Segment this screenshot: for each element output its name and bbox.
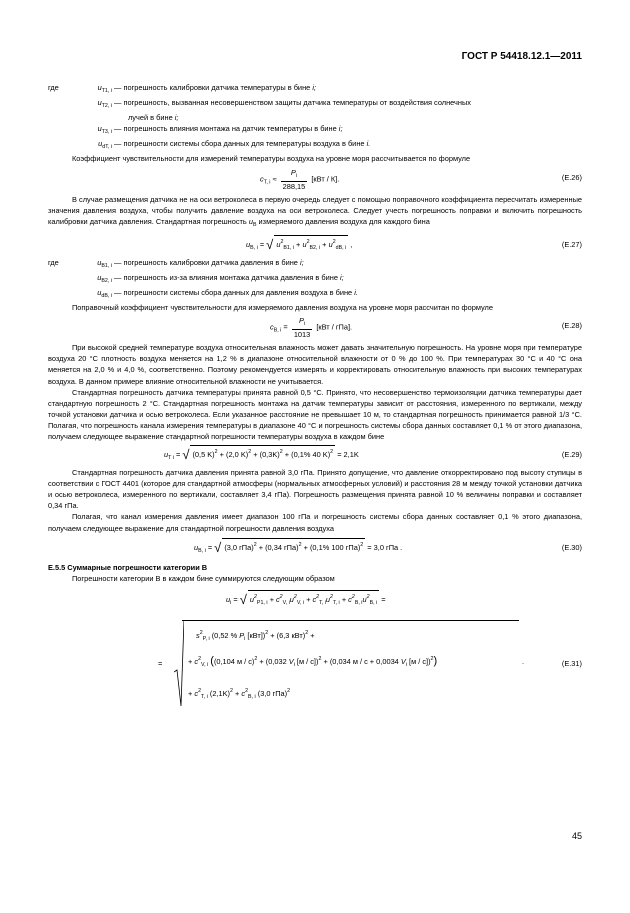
- def-row: $u_{T2, i}$ — погрешность, вызванная несовершенством защиты датчика температуры от воздействия солнечных: [97, 98, 471, 110]
- def-row: где $u_{B1, i}$ — погрешность калибровки датчика давления в бине i;: [48, 257, 304, 269]
- e31-row-2: + $c^2_{V, i}$ ((0,104 м / c)$^2$ + (0,032 $V_i$ [м / c])$^2$ + (0,034 м / с + 0,0034 $V_i$ [м / с])$^2$): [188, 654, 438, 668]
- equation-number: (E.30): [561, 542, 582, 552]
- paragraph-sum: Погрешности категории В в каждом бине суммируются следующим образом: [72, 573, 335, 583]
- radical-bar: [182, 620, 519, 621]
- def-row: $u_{dB, i}$ — погрешности системы сбора данных для давления воздуха в бине i.: [97, 288, 358, 300]
- paragraph-pressure: В случае размещения датчика не на оси ветроколеса в первую очередь следует с помощью поправочного коэффициента пересчитать измеренные значения давления воздуха, чтобы получить давление воздуха на оси ветроколеса. Следует учесть погрешность поправки и включить погрешность калибровки датчика давления. Стандартная погрешность $u_B$ измеряемого давления воздуха для каждого бина: [48, 194, 582, 228]
- fraction: $\frac{P_i}{1013}$: [293, 316, 311, 340]
- e31-row-1: $s^2_{P, i}$ (0,52 % $P_i$ [кВт])$^2$ + (6,3 кВт)$^2$ +: [196, 629, 315, 642]
- section-title: Е.5.5 Суммарные погрешности категории В: [48, 562, 208, 572]
- fraction: $\frac{P_i}{288,15}$: [282, 167, 306, 191]
- equation-number: (E.28): [561, 321, 582, 331]
- paragraph-coeff-temp: Коэффициент чувствительности для измерений температуры воздуха на уровне моря рассчитывается по формуле: [72, 154, 471, 164]
- radical-sign: [174, 620, 184, 708]
- equation-e27: $u_{B, i}$ = √ $u^2_{B1, i} + u^2_{B2, i} + u^2_{dB, i}$ , (E.27): [48, 235, 582, 257]
- equation-e30: $u_{B, i}$ = √ (3,0 гПа)$^2$ + (0,34 гПа)$^2$ + (0,1% 100 гПа)$^2$ = 3,0 гПа . (E.30): [194, 539, 582, 555]
- paragraph-humidity: При высокой средней температуре воздуха относительная влажность может давать значительную погрешность. На уровне моря при температуре воздуха 20 °С плотность воздуха меняется на 1,2 % в диапазоне относительной влажности от 0 % до 100 %. При температурах 30 °С и 40 °С она меняется на 2,0 % и 4,0 %, соответственно. Поэтому рекомендуется измерять и корректировать относительную влажность при высоких температурах воздуха. В данном примере влияние относительной влажности не учитывается.: [48, 343, 582, 386]
- equation-number: (E.27): [561, 239, 582, 249]
- paragraph-temp-std: Стандартная погрешность датчика температуры принята равной 0,5 °С. Принято, что несовершенство термоизоляции датчика температуры дает стандартную погрешность 2 °С. Стандартная погрешность монтажа на датчик температуры зависит от расстояния, измеренного по вертикали, между точкой установки датчика и осью ветроколеса. Если указанное расстояние не превышает 10 м, то стандартная погрешность принимается равной 1/3 °С. Полагая, что погрешность канала измерения температуры в диапазоне 40 °С и погрешность системы сбора данных составляет 0,1 % от этого диапазона, получаем следующее выражение стандартной погрешности температуры воздуха в каждом бине: [48, 387, 582, 441]
- equation-number: (E.29): [561, 450, 582, 460]
- def-row: лучей в бине i;: [128, 113, 179, 123]
- def-row: $u_{dT, i}$ — погрешности системы сбора данных для температуры воздуха в бине i.: [98, 139, 371, 151]
- paragraph-coeff-press: Поправочный коэффициент чувствительности для измеряемого давления воздуха на уровне моря рассчитан по формуле: [72, 303, 493, 313]
- standard-header: ГОСТ Р 54418.12.1—2011: [461, 51, 582, 62]
- temp-definitions: [48, 82, 582, 153]
- paragraph-press-std: Стандартная погрешность датчика давления принята равной 3,0 гПа. Принято допущение, что давление откорректировано под высоту ступицы в соответствии с ГОСТ 4401 (которое для стандартной атмосферы (нормальных атмосферных условий) и расстояния 28 м между точкой установки датчика и осью ветроколеса, измеренного по вертикали, составляет 3,4 гПа). Погрешность размещения принята равной 10 % величины поправки и составляет 0,34 гПа.: [48, 468, 582, 511]
- e31-row-3: + $c^2_{T, i}$ $(2,1K)^2 + c^2_{B, i}$ (3,0 гПа)$^2$: [188, 687, 291, 700]
- equation-e31: = $s^2_{P, i}$ (0,52 % $P_i$ [кВт])$^2$ + (6,3 кВт)$^2$ + + $c^2_{V, i}$ ((0,104 м / c)$^2$ + (0,032 $V_i$ [м / c])$^2$ + (0,034 м / с + 0,0034 $V_i$ [м / с])$^2$) . + $c^2_{T, i}$ $(2,1K)^2 + c^2_{B, i}$ (3,0 гПа)$^2$ (E.31): [48, 620, 582, 712]
- equation-e26: $c_{T, i}$ ≈ $\frac{P_i}{288,15}$ [кВт / К]. (E.26): [260, 167, 582, 191]
- equation-number: (E.31): [561, 658, 582, 668]
- equation-e28: $c_{B, i}$ = $\frac{P_i}{1013}$ [кВт / гПа]. (E.28): [270, 316, 582, 340]
- page-number: 45: [571, 831, 582, 841]
- def-row: $u_{B2, i}$ — погрешность из-за влияния монтажа датчика давления в бине i;: [97, 272, 344, 284]
- paragraph-press-range: Полагая, что канал измерения давления имеет диапазон 100 гПа и погрешность системы сбора данных составляет 0,1 % этого диапазона, получаем следующее выражение для стандартной погрешности давления воздуха: [48, 512, 582, 533]
- equation-e29: $u_{T i}$ = √ (0,5 K)$^2$ + (2,0 $K)^2 + (0,3K)^2 + (0,1\%$ 40 K)$^2$ = 2,1K (E.29): [164, 447, 582, 463]
- page-content: [48, 82, 582, 712]
- def-row: где $u_{T1, i}$ — погрешность калибровки датчика температуры в бине i;: [48, 83, 317, 94]
- equation-sum: $u_i$ = √ $u^2_{P1, i} + c^2_{V, i}u^2_{V, i} + c^2_{T, i}u^2_{T, i} + c^2_{B, i}u^2_{B, i}$ =: [48, 590, 582, 618]
- def-row: $u_{T3, i}$ — погрешность влияния монтажа на датчик температуры в бине i;: [97, 124, 343, 136]
- equation-number: (E.26): [561, 172, 582, 182]
- press-definitions: [48, 257, 582, 302]
